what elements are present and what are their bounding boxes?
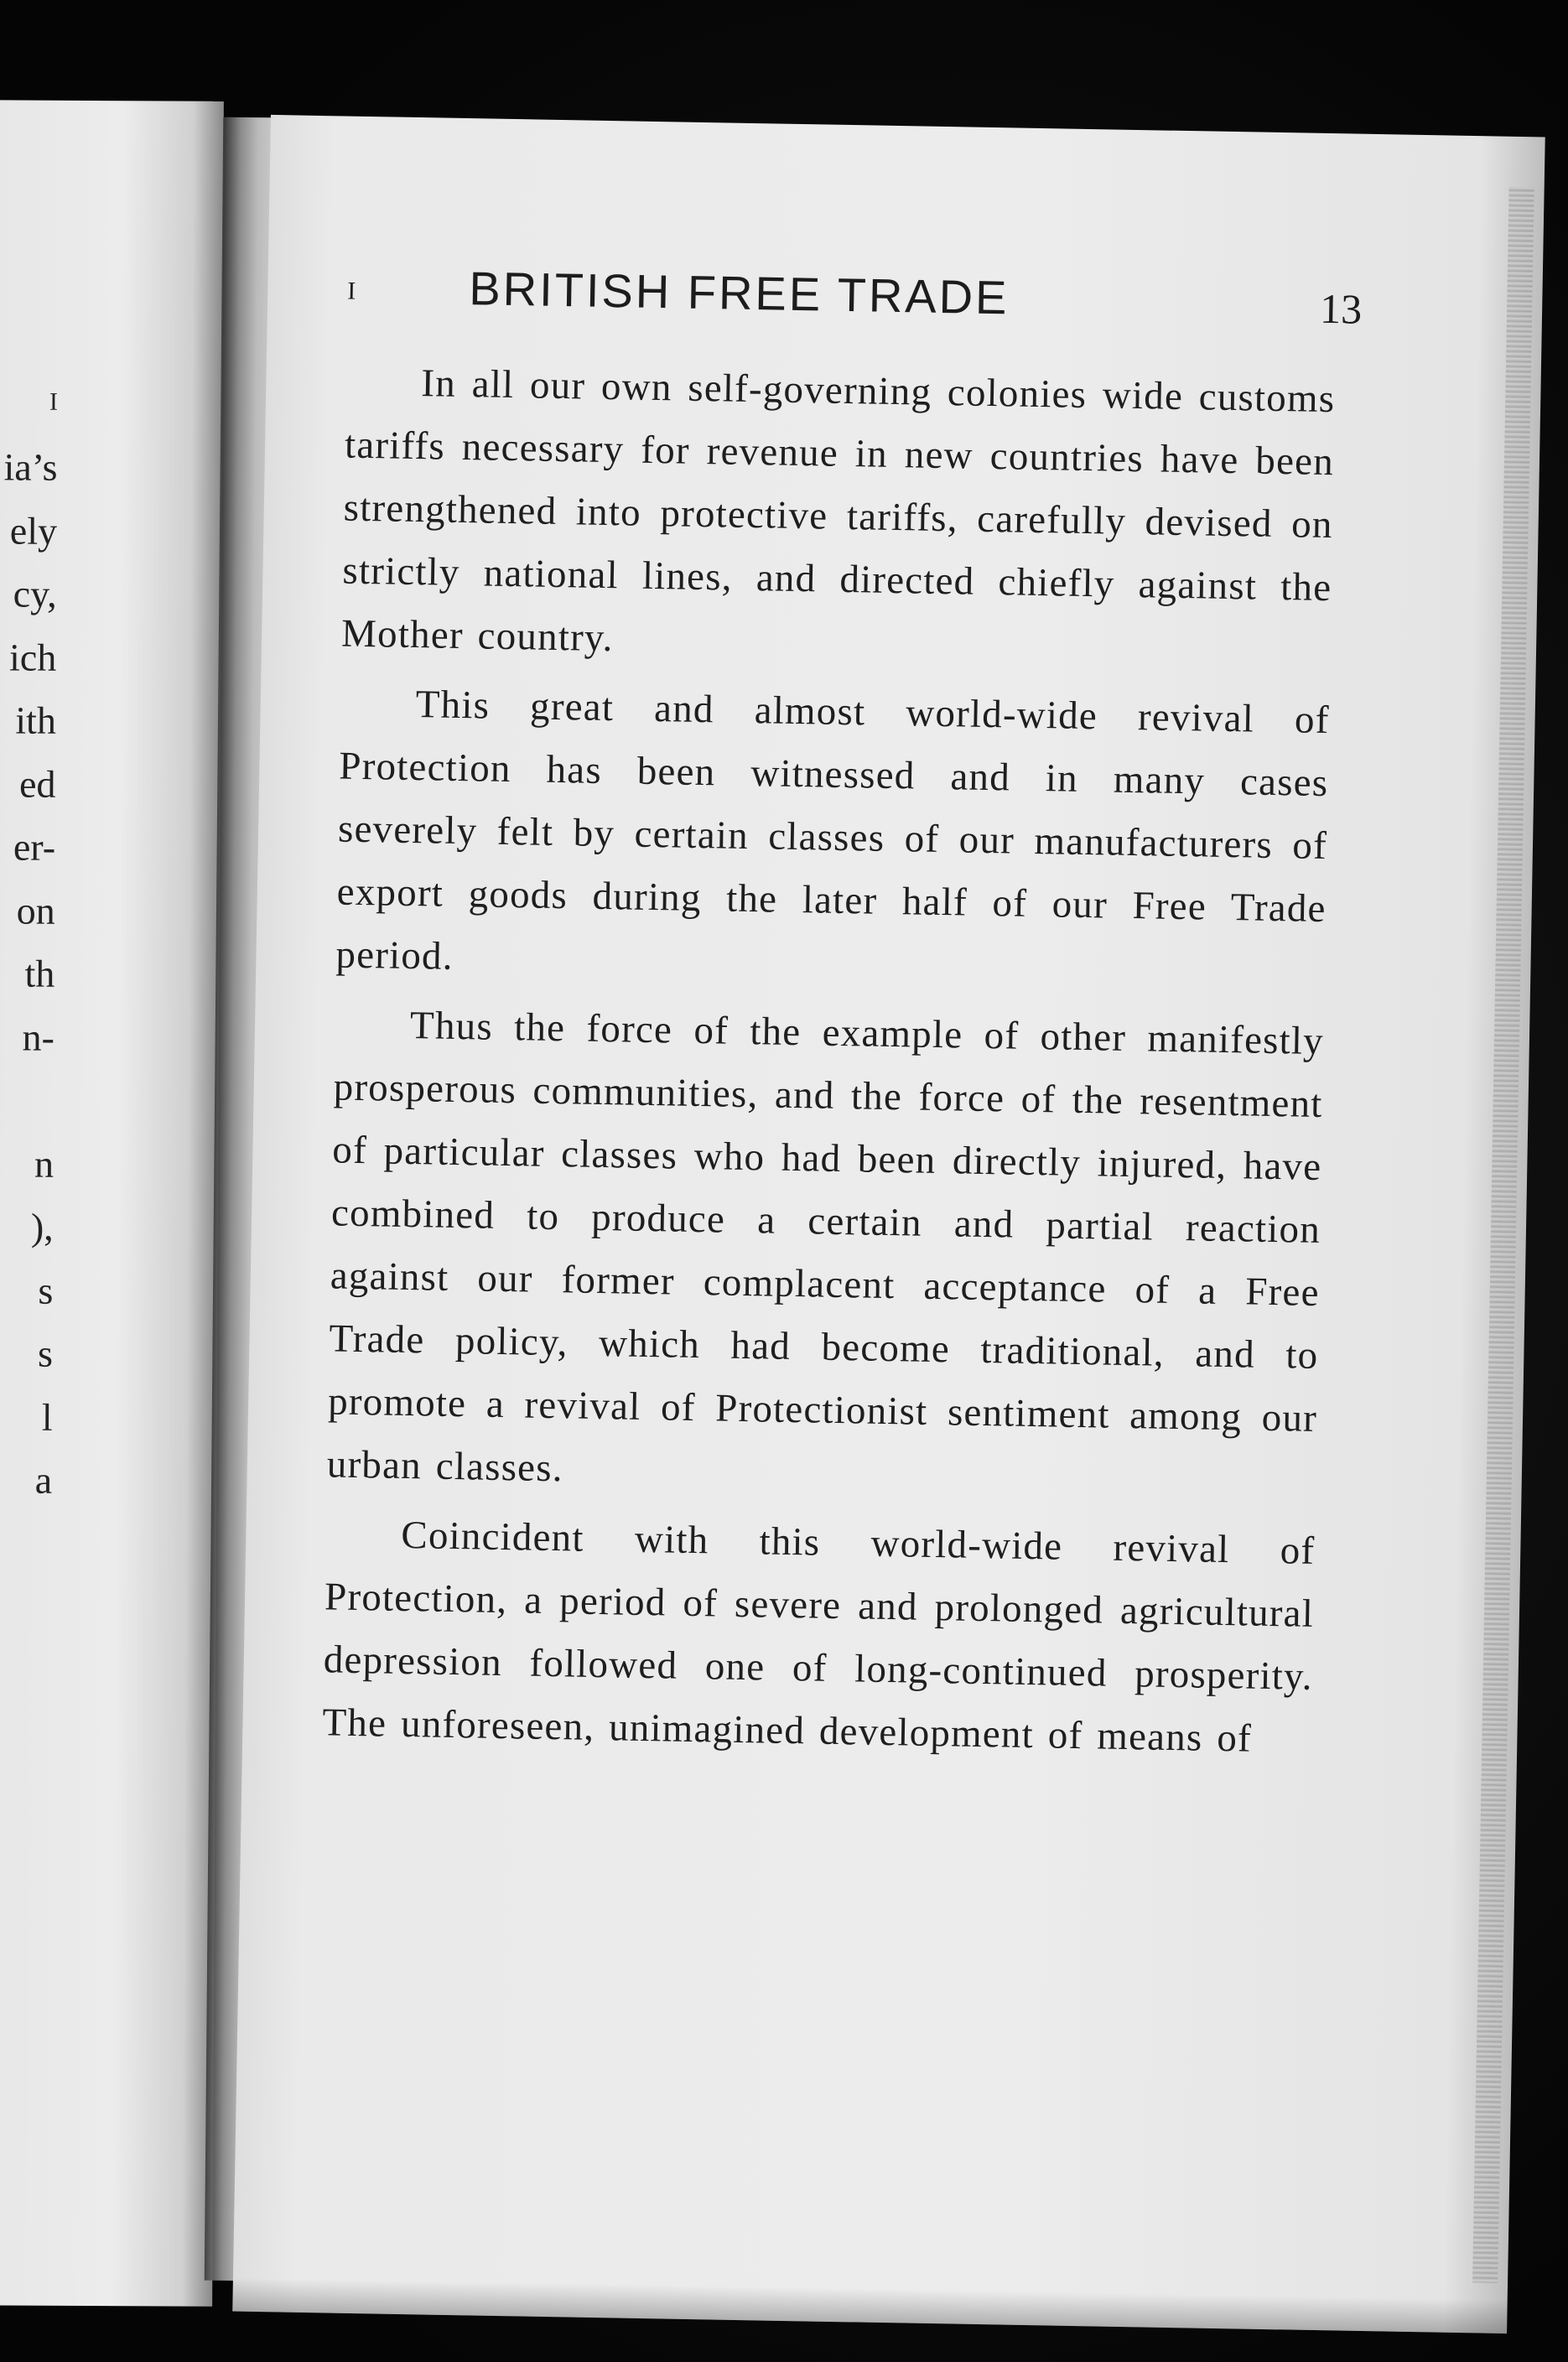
page-number: 13 xyxy=(1319,284,1363,333)
left-chapter-mark: I xyxy=(49,387,58,416)
left-page-text-fragments xyxy=(0,376,58,1512)
page-edge-stack xyxy=(1472,187,1534,2283)
left-line-fragment: ), xyxy=(30,1205,54,1248)
left-line-fragment: ed xyxy=(18,762,56,806)
running-title: BRITISH FREE TRADE xyxy=(468,262,1010,324)
left-line-fragment: ich xyxy=(8,635,57,679)
page-bottom-shadow xyxy=(232,2278,1507,2334)
running-header xyxy=(346,259,1363,352)
left-line-fragment: er- xyxy=(13,825,56,869)
left-line-fragment: on xyxy=(16,889,55,932)
left-line-fragment: a xyxy=(34,1458,53,1502)
left-line-fragment: cy, xyxy=(13,572,57,615)
left-line-fragment: n xyxy=(34,1142,55,1186)
left-line-fragment: s xyxy=(38,1269,54,1312)
left-line-fragment: n- xyxy=(22,1015,55,1059)
body-text xyxy=(322,351,1336,1772)
paragraph: In all our own self-governing colonies wide customs tariffs necessary for revenue in new countries have been strengthened into protective tariffs, carefully devised on strictly national lines, and directed chiefly against the Mother country. xyxy=(340,361,1336,661)
paragraph: Thus the force of the example of other manifestly prosperous communities, and the force of the resentment of particular classes who had been directly injured, have combined to produce a certain and partial reaction against our former complacent acceptance of a Free Trade policy, which had become traditional, and to promote a revival of Protectionist sentiment among our urban classes. xyxy=(326,1004,1325,1491)
left-line-fragment: ia’s xyxy=(3,445,58,489)
left-line-fragment: th xyxy=(24,952,55,995)
chapter-mark: I xyxy=(347,277,356,305)
left-line-fragment: l xyxy=(41,1395,53,1439)
paragraph: Coincident with this world-wide revival of Protection, a period of severe and prolonged agricultural depression followed one of long-continued prosperity. The unforeseen, unimagined development of means of xyxy=(322,1513,1316,1761)
left-line-fragment xyxy=(0,1068,54,1132)
paragraph: This great and almost world-wide revival of Protection has been witnessed and in many cases severely felt by certain classes of our manufacturers of export goods during the later half of our Free Trade period. xyxy=(335,683,1331,979)
left-line-fragment: ith xyxy=(15,698,57,742)
page-content xyxy=(322,259,1363,1778)
left-facing-page xyxy=(0,100,224,2307)
left-line-fragment: s xyxy=(37,1332,54,1375)
left-line-fragment: ely xyxy=(9,508,58,553)
right-page xyxy=(232,115,1545,2333)
